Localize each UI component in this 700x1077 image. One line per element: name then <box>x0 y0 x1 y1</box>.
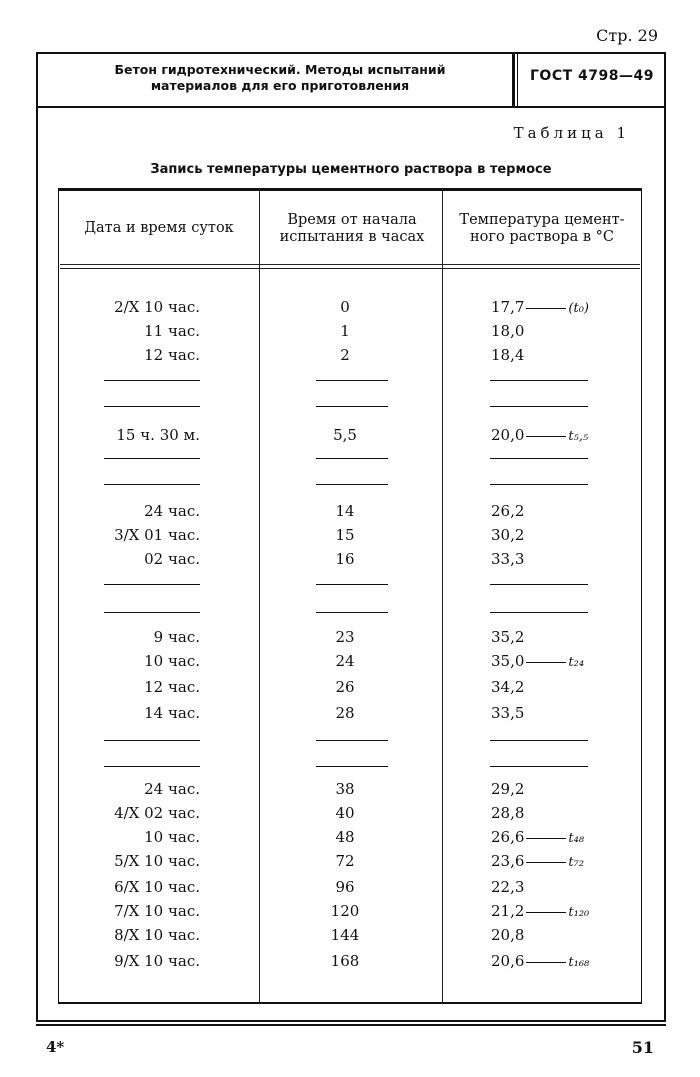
cell-hours: 26 <box>335 678 355 696</box>
omission-line <box>490 458 588 459</box>
omission-line <box>316 380 388 381</box>
cell-hours: 28 <box>335 704 355 722</box>
temperature-value: 35,0 <box>491 652 525 670</box>
cell-datetime: 4/X 02 час. <box>114 804 200 822</box>
omission-line <box>490 484 588 485</box>
table-row <box>0 926 700 950</box>
omission-line <box>490 740 588 741</box>
omission-line <box>316 766 388 767</box>
cell-hours: 40 <box>335 804 355 822</box>
cell-temperature <box>491 878 524 896</box>
omission-line <box>316 612 388 613</box>
temperature-value: 20,6 <box>491 952 525 970</box>
cell-temperature <box>491 780 524 798</box>
temperature-value: 26,6 <box>491 828 525 846</box>
cell-temperature <box>491 952 589 970</box>
cell-hours: 16 <box>335 550 355 568</box>
leader-line <box>526 912 566 913</box>
temperature-value: 20,0 <box>491 426 525 444</box>
omission-line <box>490 584 588 585</box>
cell-datetime: 11 час. <box>144 322 200 340</box>
cell-datetime: 12 час. <box>144 678 200 696</box>
temperature-value: 20,8 <box>491 926 525 944</box>
temperature-mark: t₅,₅ <box>568 429 589 444</box>
temperature-value: 17,7 <box>491 298 525 316</box>
temperature-value: 28,8 <box>491 804 525 822</box>
omission-line <box>316 484 388 485</box>
page-number: 51 <box>631 1038 654 1057</box>
omission-line <box>104 766 200 767</box>
header-divider-thin <box>517 52 518 108</box>
cell-datetime: 15 ч. 30 м. <box>116 426 200 444</box>
table-row <box>0 502 700 526</box>
cell-temperature <box>491 652 584 670</box>
page-label: Стр. 29 <box>596 26 658 45</box>
header-divider <box>512 52 515 108</box>
cell-hours: 23 <box>335 628 355 646</box>
table-row <box>0 678 700 702</box>
omission-line <box>490 406 588 407</box>
temperature-value: 33,5 <box>491 704 525 722</box>
omission-line <box>104 380 200 381</box>
table-row <box>0 298 700 322</box>
cell-hours: 1 <box>340 322 350 340</box>
omission-line <box>490 612 588 613</box>
temperature-mark: t₁₆₈ <box>568 955 590 970</box>
column-header-text: Время от начала <box>287 212 417 228</box>
column-header-text: ного раствора в °С <box>470 229 614 245</box>
omission-line <box>104 584 200 585</box>
cell-datetime: 12 час. <box>144 346 200 364</box>
omission-line <box>316 406 388 407</box>
cell-datetime: 6/X 10 час. <box>114 878 200 896</box>
cell-temperature <box>491 926 524 944</box>
table-row <box>0 828 700 852</box>
table-row <box>0 902 700 926</box>
temperature-value: 33,3 <box>491 550 525 568</box>
cell-temperature <box>491 550 524 568</box>
temperature-mark: t₂₄ <box>568 655 585 670</box>
cell-temperature <box>491 298 589 316</box>
column-header-text: Дата и время суток <box>84 220 234 236</box>
table-label: Таблица 1 <box>513 124 630 142</box>
cell-hours: 2 <box>340 346 350 364</box>
cell-datetime: 24 час. <box>144 502 200 520</box>
temperature-mark: t₁₂₀ <box>568 905 590 920</box>
temperature-value: 18,4 <box>491 346 525 364</box>
cell-temperature <box>491 346 524 364</box>
cell-temperature <box>491 852 584 870</box>
table-row <box>0 804 700 828</box>
omission-line <box>490 380 588 381</box>
cell-temperature <box>491 678 524 696</box>
temperature-mark: t₇₂ <box>568 855 585 870</box>
column-header-hours <box>262 212 442 246</box>
leader-line <box>526 838 566 839</box>
temperature-mark: (t₀) <box>568 301 589 316</box>
cell-hours: 48 <box>335 828 355 846</box>
signature-mark: 4* <box>46 1038 65 1056</box>
leader-line <box>526 662 566 663</box>
table-row <box>0 952 700 976</box>
temperature-value: 35,2 <box>491 628 525 646</box>
table-row <box>0 878 700 902</box>
header-rule <box>60 264 640 265</box>
table-row <box>0 526 700 550</box>
cell-datetime: 9/X 10 час. <box>114 952 200 970</box>
cell-temperature <box>491 902 589 920</box>
table-row <box>0 550 700 574</box>
cell-datetime: 7/X 10 час. <box>114 902 200 920</box>
cell-datetime: 9 час. <box>153 628 200 646</box>
column-header-text: Температура цемент- <box>459 212 625 228</box>
document-title-line-2: материалов для его приготовления <box>150 78 410 93</box>
cell-datetime: 8/X 10 час. <box>114 926 200 944</box>
table-row <box>0 628 700 652</box>
document-title-line-1: Бетон гидротехнический. Методы испытаний <box>114 62 446 77</box>
table-row <box>0 346 700 370</box>
column-header-text: испытания в часах <box>279 229 425 245</box>
cell-datetime: 02 час. <box>144 550 200 568</box>
table-row <box>0 704 700 728</box>
cell-hours: 168 <box>330 952 360 970</box>
cell-datetime: 5/X 10 час. <box>114 852 200 870</box>
column-header-temperature <box>444 212 640 246</box>
footer-rule <box>36 1024 666 1026</box>
temperature-mark: t₄₈ <box>568 831 585 846</box>
temperature-value: 29,2 <box>491 780 525 798</box>
leader-line <box>526 436 566 437</box>
table-row <box>0 322 700 346</box>
temperature-value: 22,3 <box>491 878 525 896</box>
cell-temperature <box>491 502 524 520</box>
document-title <box>60 62 500 94</box>
cell-datetime: 3/X 01 час. <box>114 526 200 544</box>
cell-datetime: 14 час. <box>144 704 200 722</box>
temperature-value: 30,2 <box>491 526 525 544</box>
cell-hours: 5,5 <box>333 426 357 444</box>
table-row <box>0 426 700 450</box>
table-row <box>0 852 700 876</box>
temperature-value: 26,2 <box>491 502 525 520</box>
temperature-value: 34,2 <box>491 678 525 696</box>
cell-hours: 120 <box>330 902 360 920</box>
cell-hours: 144 <box>330 926 360 944</box>
standard-code: ГОСТ 4798—49 <box>530 68 654 84</box>
temperature-value: 23,6 <box>491 852 525 870</box>
cell-temperature <box>491 426 588 444</box>
cell-hours: 72 <box>335 852 355 870</box>
cell-datetime: 10 час. <box>144 828 200 846</box>
table-caption: Запись температуры цементного раствора в термосе <box>150 162 552 177</box>
cell-temperature <box>491 628 524 646</box>
cell-hours: 96 <box>335 878 355 896</box>
leader-line <box>526 862 566 863</box>
leader-line <box>526 308 566 309</box>
cell-datetime: 24 час. <box>144 780 200 798</box>
omission-line <box>104 612 200 613</box>
table-row <box>0 780 700 804</box>
cell-temperature <box>491 526 524 544</box>
cell-datetime: 2/X 10 час. <box>114 298 200 316</box>
cell-hours: 15 <box>335 526 355 544</box>
cell-hours: 38 <box>335 780 355 798</box>
temperature-value: 21,2 <box>491 902 525 920</box>
cell-temperature <box>491 804 524 822</box>
header-rule <box>60 268 640 269</box>
omission-line <box>316 458 388 459</box>
cell-datetime: 10 час. <box>144 652 200 670</box>
cell-temperature <box>491 322 524 340</box>
cell-hours: 0 <box>340 298 350 316</box>
cell-hours: 24 <box>335 652 355 670</box>
omission-line <box>316 740 388 741</box>
cell-hours: 14 <box>335 502 355 520</box>
cell-temperature <box>491 704 524 722</box>
omission-line <box>316 584 388 585</box>
table-row <box>0 652 700 676</box>
omission-line <box>104 406 200 407</box>
cell-temperature <box>491 828 584 846</box>
omission-line <box>104 484 200 485</box>
omission-line <box>104 740 200 741</box>
omission-line <box>104 458 200 459</box>
leader-line <box>526 962 566 963</box>
temperature-value: 18,0 <box>491 322 525 340</box>
column-header-datetime <box>60 220 258 237</box>
omission-line <box>490 766 588 767</box>
